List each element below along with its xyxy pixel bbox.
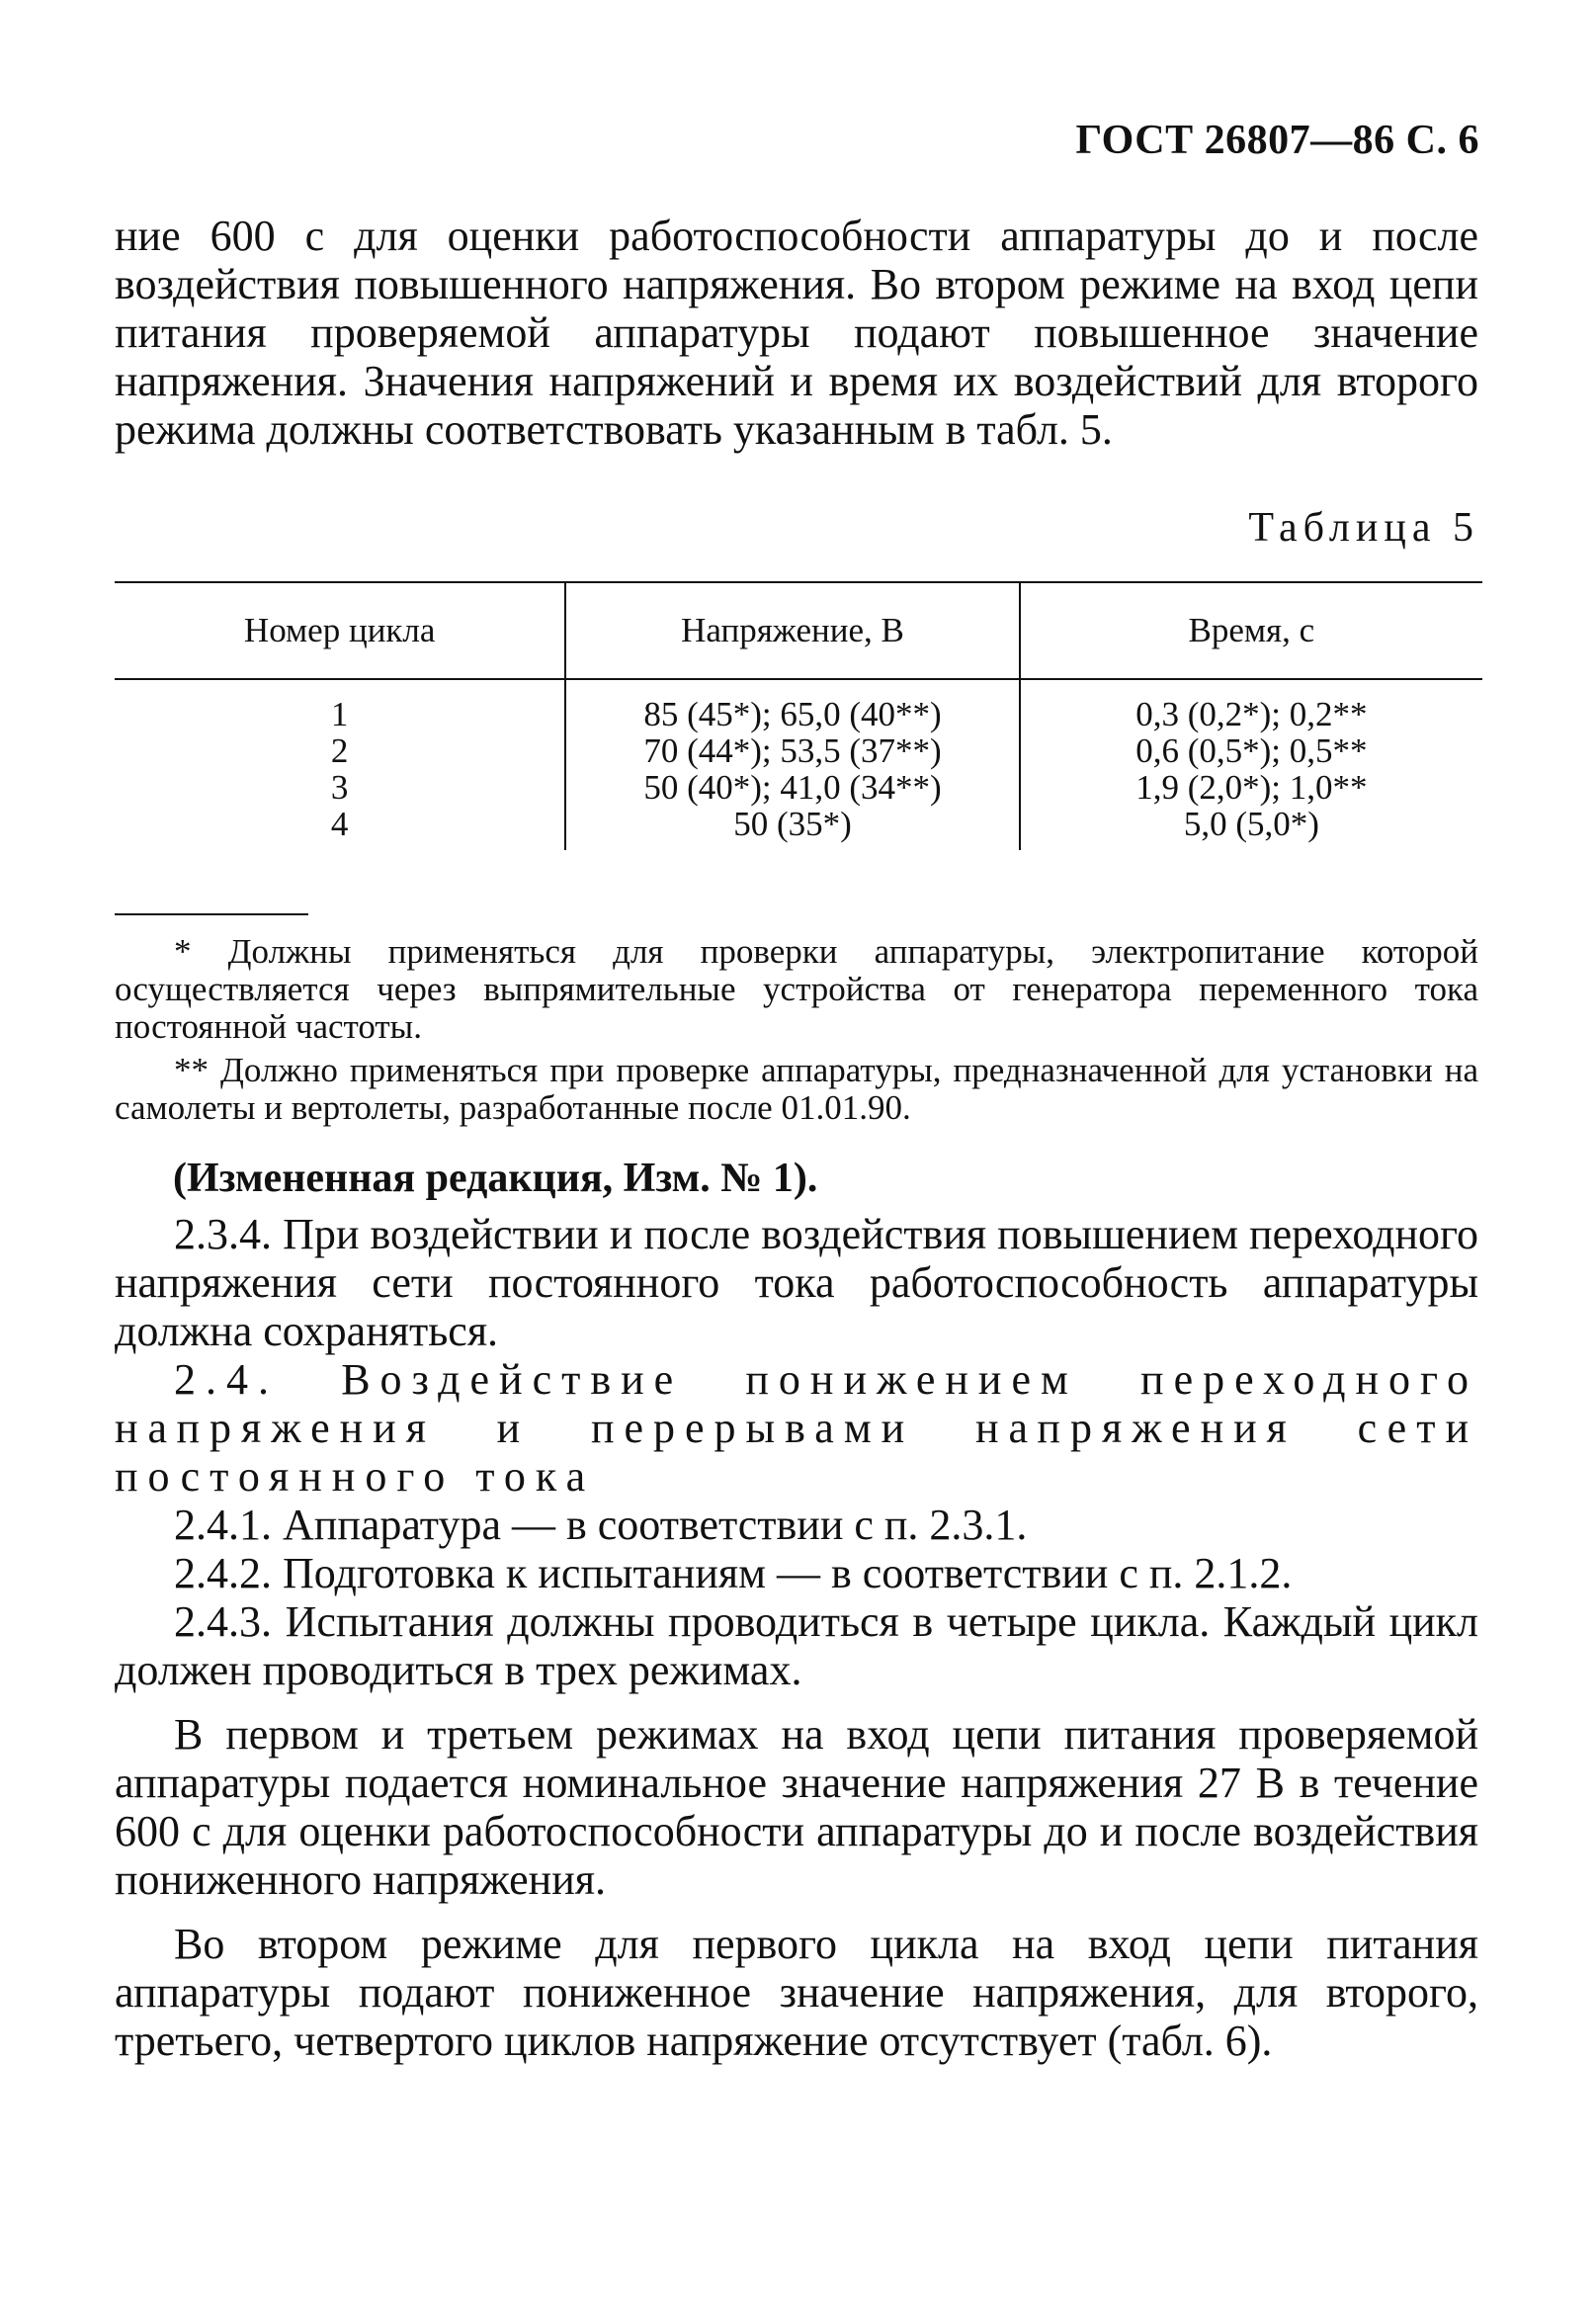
paragraph-first-third-modes: В первом и третьем режимах на вход цепи питания проверяемой аппаратуры подается номинальное значение напряжения 27 В в течение 600 с для оценки работоспособности аппаратуры до и после воздействия пониженного напряжения.	[115, 1710, 1478, 1904]
footnotes	[115, 933, 1478, 1133]
voltage-column	[565, 679, 1019, 850]
footnote-divider	[115, 913, 308, 915]
column-header-cycle: Номер цикла	[115, 582, 565, 679]
table-cell: 1	[330, 695, 349, 733]
paragraph-2-4-1: 2.4.1. Аппаратура — в соответствии с п. 2.3.1.	[174, 1501, 1028, 1549]
table-body-row	[115, 679, 1482, 850]
page-header: ГОСТ 26807—86 С. 6	[1075, 118, 1479, 163]
paragraph-2-4-3: 2.4.3. Испытания должны проводиться в четыре цикла. Каждый цикл должен проводиться в трех режимах.	[115, 1597, 1478, 1694]
paragraph-2-4-2: 2.4.2. Подготовка к испытаниям — в соответствии с п. 2.1.2.	[174, 1549, 1293, 1597]
cycle-column	[115, 679, 565, 850]
body-paragraphs	[115, 1210, 1478, 2065]
table-cell: 0,6 (0,5*); 0,5**	[1135, 731, 1368, 770]
table-header-row	[115, 582, 1482, 679]
paragraph-second-mode: Во втором режиме для первого цикла на вход цепи питания аппаратуры подают пониженное значение напряжения, для второго, третьего, четвертого циклов напряжение отсутствует (табл. 6).	[115, 1920, 1478, 2065]
table-cell: 3	[330, 768, 349, 807]
amendment-note: (Измененная редакция, Изм. № 1).	[173, 1156, 818, 1201]
table-cell: 4	[330, 805, 349, 843]
paragraph-2-3-4: 2.3.4. При воздействии и после воздействия повышением переходного напряжения сети постоянного тока работоспособность аппаратуры должна сохраняться.	[115, 1210, 1478, 1355]
table-cell: 0,3 (0,2*); 0,2**	[1135, 695, 1368, 733]
table-cell: 85 (45*); 65,0 (40**)	[643, 695, 942, 733]
table-cell: 2	[330, 731, 349, 770]
lead-paragraph: ние 600 с для оценки работоспособности аппаратуры до и после воздействия повышенного напряжения. Во втором режиме на вход цепи питания проверяемой аппаратуры подают повышенное значение напряжения. Значения напряжений и время их воздействий для второго режима должны соответствовать указанным в табл. 5.	[115, 212, 1478, 454]
table-cell: 50 (35*)	[733, 805, 852, 843]
table-cell: 70 (44*); 53,5 (37**)	[643, 731, 942, 770]
footnote-double-star: ** Должно применяться при проверке аппаратуры, предназначенной для установки на самолеты и вертолеты, разработанные после 01.01.90.	[115, 1051, 1478, 1127]
table-caption: Таблица 5	[1248, 505, 1479, 551]
table-cell: 5,0 (5,0*)	[1183, 805, 1319, 843]
time-column	[1020, 679, 1482, 850]
footnote-single-star: * Должны применяться для проверки аппаратуры, электропитание которой осуществляется через выпрямительные устройства от генератора переменного тока постоянной частоты.	[115, 932, 1478, 1046]
table-cell: 1,9 (2,0*); 1,0**	[1135, 768, 1368, 807]
table-5	[115, 581, 1482, 850]
column-header-time: Время, с	[1020, 582, 1482, 679]
column-header-voltage: Напряжение, В	[565, 582, 1019, 679]
section-heading-2-4: 2.4. Воздействие понижением переходного напряжения и перерывами напряжения сети постоянного тока	[115, 1355, 1478, 1501]
table-cell: 50 (40*); 41,0 (34**)	[643, 768, 942, 807]
